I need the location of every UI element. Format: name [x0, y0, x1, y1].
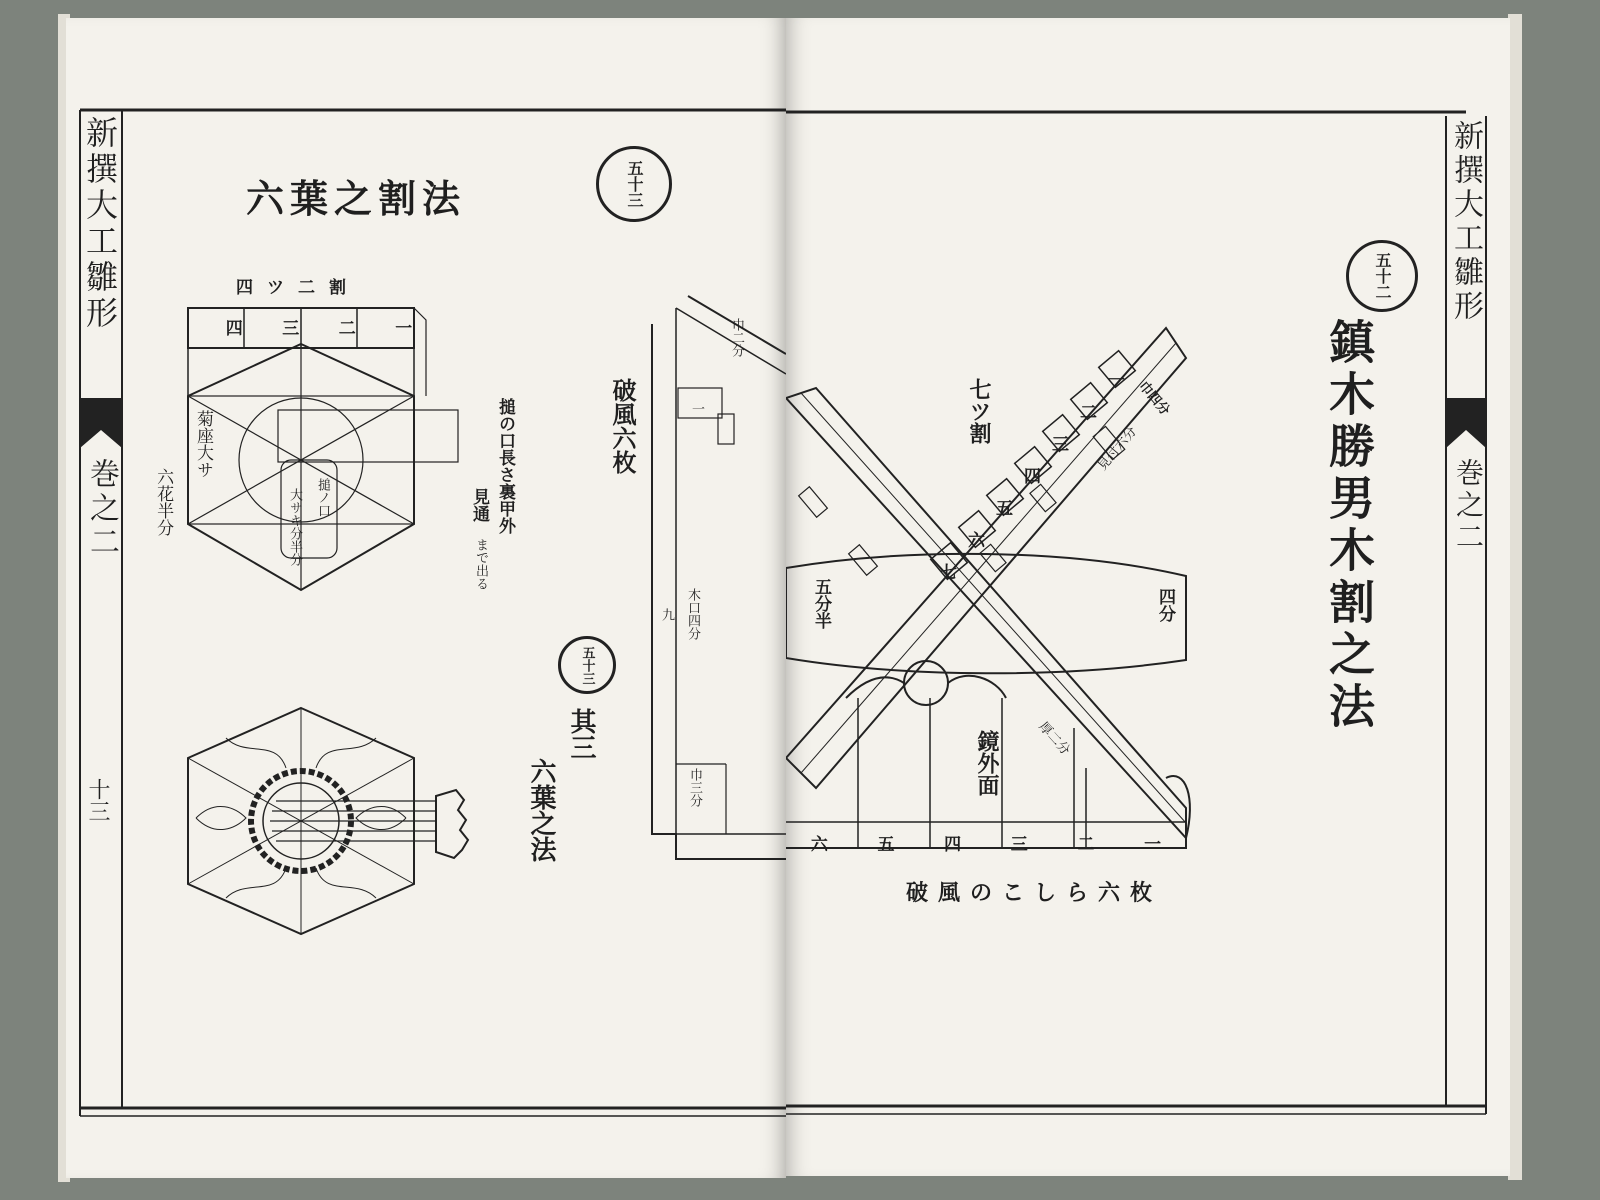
hafu-ichi: 一: [689, 402, 704, 415]
beam-number: 二: [1080, 403, 1097, 423]
beam-number: 六: [968, 531, 985, 551]
hafu-9: 九: [659, 608, 674, 621]
segment-label: 一: [395, 319, 413, 339]
note-tail: まで出る: [473, 538, 488, 590]
bottom-segments: [786, 830, 1186, 855]
diagram-54-title: 六葉之法: [526, 758, 556, 862]
diagram-54-number-text: 五十三: [579, 645, 595, 685]
bottom-segment: 四: [944, 835, 962, 855]
left-running-title: 新撰大工雛形: [81, 116, 119, 332]
bottom-segment: 二: [1077, 835, 1095, 855]
hexagon-diagram: [166, 298, 526, 638]
diagram-52-title: 鎮木勝男木割之法: [1322, 318, 1376, 734]
diagram-53-number-text: 五十三: [625, 160, 644, 208]
diagram-53-title: 六葉之割法: [246, 176, 467, 221]
beam-number: 一: [1108, 371, 1125, 391]
beam-number: 五: [996, 499, 1013, 519]
crest-diagram: [186, 698, 506, 948]
right-volume-label: 巻之二: [1452, 458, 1485, 554]
kagami-label: 鏡外面: [974, 730, 1000, 796]
hafu-top: 巾二分: [729, 318, 744, 357]
segment-label: 二: [338, 319, 356, 339]
bottom-segment: 三: [1010, 835, 1028, 855]
left-volume-label: 巻之二: [84, 458, 119, 560]
kiku-label: 菊座大サ: [193, 410, 213, 478]
tsui-label: 搥ノ口: [315, 478, 330, 517]
bottom-caption: 破風のこしら六枚: [906, 880, 1163, 906]
bottom-segment: 一: [1144, 835, 1162, 855]
left-page: [66, 18, 786, 1178]
four-bu-label: 四分: [1155, 588, 1175, 622]
bottom-segment: 五: [877, 835, 895, 855]
beam-note-label: 見付六分: [1095, 424, 1141, 474]
segment-label: 四: [225, 319, 243, 339]
beam-number: 四: [1024, 467, 1041, 487]
diagram-52-number-text: 五十二: [1373, 252, 1392, 300]
right-running-title: 新撰大工雛形: [1448, 120, 1483, 324]
tsui-sub-label: 大サキ分半分: [287, 488, 302, 566]
beam-number: 七: [940, 563, 957, 583]
diagram-54-sono: 其三: [566, 708, 596, 760]
side-note-label: 厚二分: [1035, 719, 1073, 759]
hafu-strip-left: [646, 294, 786, 864]
note-main: 搥の口長さ裏甲外: [495, 398, 515, 534]
right-page: [786, 18, 1510, 1176]
diagram-52-number: [1346, 240, 1418, 312]
bottom-segment: 六: [810, 835, 828, 855]
goshaku-label: 五分半: [811, 578, 831, 629]
hafu-kiguchi: 木口四分: [685, 588, 700, 640]
beam-number: 三: [1052, 435, 1069, 455]
note-sub: 見通: [469, 488, 489, 522]
right-page-edges: [1508, 14, 1522, 1180]
segment-label: 三: [282, 319, 300, 339]
left-folio-number: 十三: [85, 778, 110, 822]
split-note: 四ツ二割: [236, 278, 360, 298]
segment-labels: [206, 314, 432, 339]
hafu-naka: 巾三分: [687, 768, 702, 807]
beam-top-label: 巾四分: [1135, 379, 1173, 419]
beam-numbers: [936, 364, 1156, 583]
rokka-label: 六花半分: [153, 468, 174, 536]
hafu-label: 破風六枚: [608, 378, 637, 474]
diagram-53-number: [596, 146, 672, 222]
diagram-54-number: [558, 636, 616, 694]
nanatsu-label: 七ツ割: [966, 378, 992, 444]
